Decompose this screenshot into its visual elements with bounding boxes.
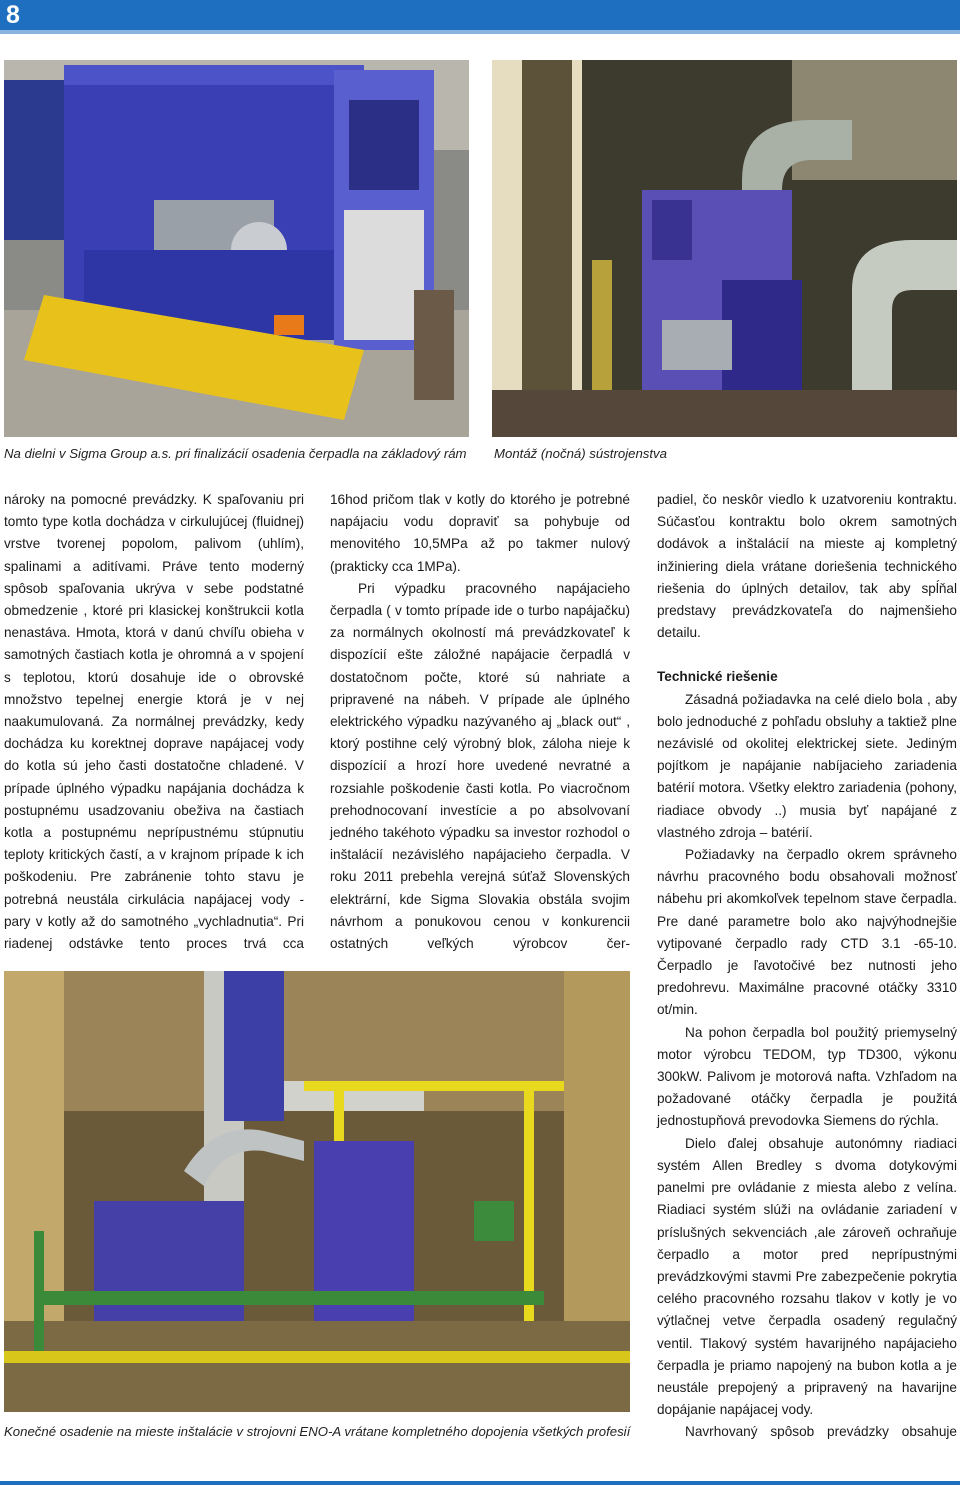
header-rule [0,30,960,34]
photo-night-assembly-caption: Montáž (nočná) sústrojenstva [494,446,667,461]
paragraph: nároky na pomocné prevádzky. K spaľovaniu pri tomto type kotla dochádza v cirkulujúcej (fluidnej) vrstve tvorenej popolom, palivom (uhlím), spalinami a aditívami. Práve tento moderný spôsob spaľovania ukrýva v sebe podstatné obmedzenie , ktoré pri klasickej konštrukcii kotla nenastáva. Hmota, ktorá v danú chvíľu obieha v samotných častiach kotla je ohromná a v spojení s teplotou, ktorú dosahuje ide o obrovské množstvo tepelnej energie ktorá je v nej naakumulovaná. Za normálnej prevádzky, kedy dochádza ku korektnej doprave napájacej vody do kotla sú jeho časti dostatočne chladené. V prípade úplného výpadku napájania dochádza k postupnému usadzovaniu obeživa na častiach kotla a postupnému neprípustnému stúpnutiu teploty kritických častí, a v krajnom prípade k ich poškodeniu. Pre zabránenie tohto stavu je potrebná neustála cirkulácia napájacej vody - pary v kotly až do samotného „vychladnutia“. Pri riadenej odstávke tento proces trvá cca [4,492,304,952]
paragraph: Pri výpadku pracovného napájacieho čerpadla ( v tomto prípade ide o turbo napájačku) za normálnych okolností má prevádzkovateľ k dispozícií ešte záložné napájacie čerpadlá v dostatočnom počte, ktoré sú nahriate a pripravené na nábeh. V prípade ale úplného elektrického výpadku nazývaného aj „black out“ , ktorý postihne celý výrobný blok, záloha nieje k dispozícií a hrozí hore uvedené nevratné a rozsiahle poškodenie časti kotla. Po viacročnom prehodnocovaní investície a po absolvovaní jedného takéhoto výpadku sa investor rozhodol o inštalácií nezávislého napájacieho čerpadla. V roku 2011 prebehla verejná súťaž Slovenských elektrární, kde Sigma Slovakia obstála svojim návrhom a ponukovou cenou v konkurencii ostatných veľkých výrobcov čer- [330,580,630,952]
paragraph: padiel, čo neskôr viedlo k uzatvoreniu kontraktu. Súčasťou kontraktu bolo okrem samotných dodávok a inštalácií na mieste aj kompletný inžiniering diela vrátane doriešenia technického riešenia do úplných detailov, tak aby spĺňal predstavy prevádzkovateľa do najmenšieho detailu. [657,492,957,641]
text-column-3 [657,489,957,1444]
footer-rule [0,1481,960,1485]
paragraph: 16hod pričom tlak v kotly do ktorého je potrebné napájaciu vodu dopraviť sa pohybuje od menovitého 10,5MPa až po takmer nulový (prakticky cca 1MPa). [330,492,630,574]
paragraph: Zásadná požiadavka na celé dielo bola , aby bolo jednoduché z pohľadu obsluhy a taktiež plne nezávislé od okolitej elektrickej siete. Jediným pojítkom je napájanie nabíjacieho zariadenia batérií motora. Všetky elektro zariadenia (pohony, riadiace obvody ..) musia byť napájané z vlastného zdroja – batérií. [657,691,957,840]
photo-night-assembly [492,60,957,437]
photo-workshop [4,60,469,437]
paragraph: Dielo ďalej obsahuje autonómny riadiaci systém Allen Bredley s dvoma dotykovými panelmi pre ovládanie z miesta alebo z velína. Riadiaci systém slúži na ovládanie zariadení v príslušných sekvenciách ,ale zároveň ochraňuje čerpadlo a motor pred neprípustnými prevádzkovými stavmi Pre zabezpečenie pokrytia celého pracovného rozsahu tlakov v kotly je vo výtlačnej vetve čerpadla osadený regulačný ventil. Tlakový systém havarijného napájacieho čerpadla je priamo napojený na bubon kotla a je neustále prepojený a pripravený na havarijne dopájanie napájacej vody. [657,1135,957,1418]
header-bar [0,0,960,30]
text-column-2 [330,489,630,955]
paragraph: Navrhovaný spôsob prevádzky obsahuje [685,1424,957,1440]
text-column-1 [4,489,304,955]
paragraph: Požiadavky na čerpadlo okrem správneho návrhu pracovného bodu obsahovali možnosť nábehu pri akomkoľvek tepelnom stave čerpadla. Pre dané parametre bolo ako najvýhodnejšie vytipované čerpadlo rady CTD 3.1 -65-10. Čerpadlo je ľavotočivé bez nutnosti jeho predohrevu. Maximálne pracovné otáčky 3310 ot/min. [657,847,957,1018]
photo-final-installation-caption: Konečné osadenie na mieste inštalácie v strojovni ENO-A vrátane kompletného dopojenia všetkých profesií [4,1424,631,1439]
paragraph: Na pohon čerpadla bol použitý priemyselný motor výrobcu TEDOM, typ TD300, výkonu 300kW. Palivom je motorová nafta. Vzhľadom na požadované otáčky čerpadla je použitá jednostupňová prevodovka Siemens do rýchla. [657,1024,957,1129]
page-number: 8 [6,1,20,29]
photo-workshop-caption: Na dielni v Sigma Group a.s. pri finalizácií osadenia čerpadla na základový rám [4,446,467,461]
section-heading: Technické riešenie [657,669,778,685]
photo-final-installation [4,971,630,1412]
